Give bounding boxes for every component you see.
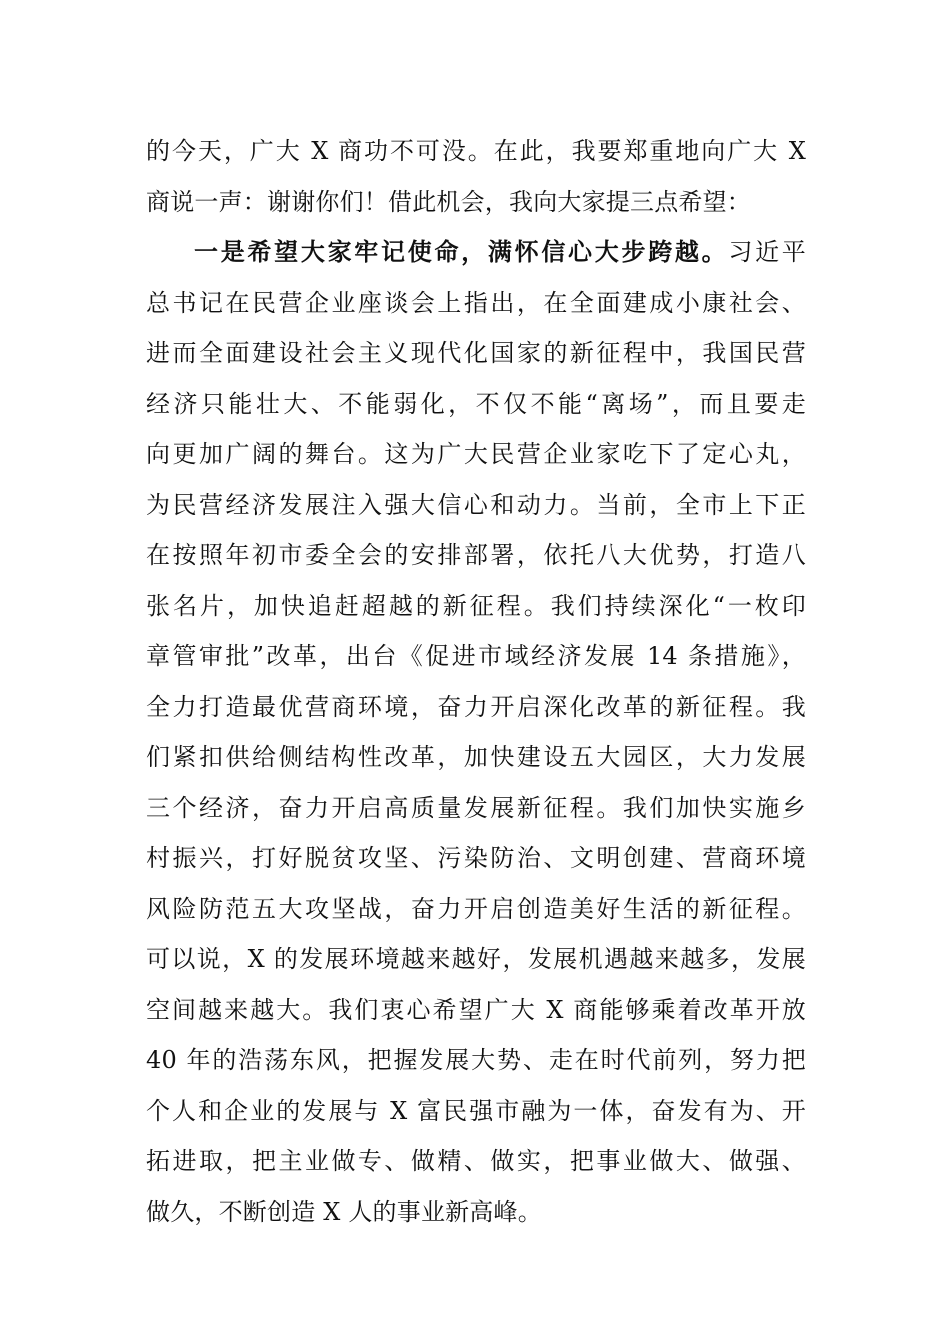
text-line: 的今天，广大 X 商功不可没。在此，我要郑重地向广大 X <box>146 137 806 165</box>
text-line: 进而全面建设社会主义现代化国家的新征程中，我国民营 <box>146 339 806 367</box>
text-line: 村振兴，打好脱贫攻坚、污染防治、文明创建、营商环境 <box>146 844 806 872</box>
text-line: 风险防范五大攻坚战，奋力开启创造美好生活的新征程。 <box>146 894 806 923</box>
text-line: 们紧扣供给侧结构性改革，加快建设五大园区，大力发展 <box>146 743 806 771</box>
document-body <box>146 126 806 1237</box>
text-line: 空间越来越大。我们衷心希望广大 X 商能够乘着改革开放 <box>146 995 806 1024</box>
point-one-heading: 一是希望大家牢记使命，满怀信心大步跨越。 <box>194 238 729 266</box>
text-line: 商说一声：谢谢你们！借此机会，我向大家提三点希望： <box>146 187 751 216</box>
text-line: 向更加广阔的舞台。这为广大民营企业家吃下了定心丸， <box>146 440 806 468</box>
text-line: 张名片，加快追赶超越的新征程。我们持续深化“一枚印 <box>146 591 806 620</box>
text-line: 为民营经济发展注入强大信心和动力。当前，全市上下正 <box>146 490 806 519</box>
text-line: 章管审批”改革，出台《促进市域经济发展 14 条措施》， <box>146 642 806 670</box>
text-line: 三个经济，奋力开启高质量发展新征程。我们加快实施乡 <box>146 793 806 822</box>
text-line: 全力打造最优营商环境，奋力开启深化改革的新征程。我 <box>146 692 806 721</box>
text-line: 做久，不断创造 X 人的事业新高峰。 <box>146 1197 542 1226</box>
paragraph-first-line <box>146 227 806 278</box>
text-line: 个人和企业的发展与 X 富民强市融为一体，奋发有为、开 <box>146 1096 806 1125</box>
text-line: 拓进取，把主业做专、做精、做实，把事业做大、做强、 <box>146 1147 806 1175</box>
text-line: 经济只能壮大、不能弱化，不仅不能“离场”，而且要走 <box>146 389 806 418</box>
text-line: 可以说，X 的发展环境越来越好，发展机遇越来越多，发展 <box>146 945 806 973</box>
text-line: 40 年的浩荡东风，把握发展大势、走在时代前列，努力把 <box>146 1046 806 1074</box>
text-line: 在按照年初市委全会的安排部署，依托八大优势，打造八 <box>146 541 806 569</box>
text-line: 总书记在民营企业座谈会上指出，在全面建成小康社会、 <box>146 288 806 317</box>
point-one-start: 习近平 <box>728 238 806 266</box>
